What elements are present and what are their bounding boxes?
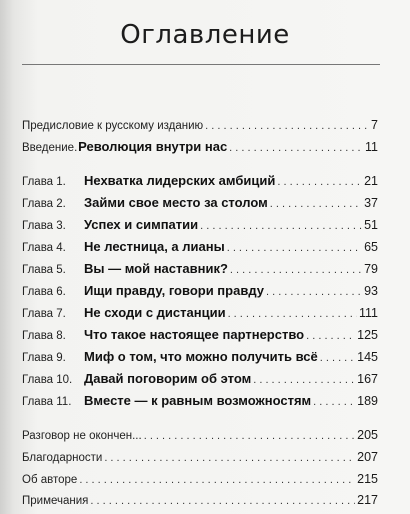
toc-entry-chapter-8 [22, 327, 378, 347]
toc-page-number: 65 [364, 240, 378, 254]
toc-page-number: 51 [364, 218, 378, 232]
chapter-title: Не сходи с дистанции [84, 305, 226, 320]
toc-leader-dots [313, 396, 355, 408]
toc-leader-dots [200, 220, 362, 232]
toc-page-number: 79 [364, 262, 378, 276]
toc-page-number: 167 [357, 372, 378, 386]
chapter-title: Вы — мой наставник? [84, 261, 228, 276]
toc-entry-chapter-7 [22, 305, 378, 325]
toc-leader-dots [266, 286, 362, 298]
toc-entry-preface [22, 118, 378, 138]
toc-leader-dots [306, 330, 355, 342]
chapter-number: Глава 11. [22, 396, 72, 408]
toc-entry-chapter-5 [22, 261, 378, 281]
toc-entry-title: Революция внутри нас [78, 139, 228, 154]
toc-entry-chapter-4 [22, 239, 378, 259]
toc-entry-chapter-3 [22, 217, 378, 237]
toc-page-number: 207 [357, 450, 378, 464]
page-title: Оглавление [120, 20, 290, 50]
toc-entry-introduction [22, 139, 378, 159]
toc-leader-dots [229, 142, 363, 154]
toc-leader-dots [104, 452, 355, 464]
toc-entry-chapter-2 [22, 195, 378, 215]
chapter-title: Нехватка лидерских амбиций [84, 173, 276, 188]
toc-leader-dots [320, 352, 355, 364]
chapter-number: Глава 2. [22, 198, 66, 210]
chapter-number: Глава 8. [22, 330, 66, 342]
toc-entry-chapter-6 [22, 283, 378, 303]
chapter-title: Миф о том, что можно получить всё [84, 349, 318, 364]
toc-leader-dots [277, 176, 362, 188]
toc-page-number: 145 [357, 350, 378, 364]
chapter-title: Что такое настоящее партнерство [84, 327, 305, 342]
toc-page-number: 7 [371, 118, 378, 132]
toc-entry-label: Разговор не окончен... [22, 430, 142, 442]
toc-leader-dots [79, 474, 355, 486]
toc-entry-about-author [22, 472, 378, 492]
chapter-number: Глава 7. [22, 308, 66, 320]
toc-entry-label: Введение. [22, 142, 78, 154]
toc-leader-dots [228, 308, 357, 320]
toc-leader-dots [90, 495, 355, 507]
toc-page-number: 215 [357, 472, 378, 486]
chapter-number: Глава 1. [22, 176, 66, 188]
toc-entry-chapter-10 [22, 371, 378, 391]
toc-leader-dots [270, 198, 362, 210]
chapter-title: Вместе — к равным возможностям [84, 393, 312, 408]
chapter-title: Давай поговорим об этом [84, 371, 252, 386]
toc-page-number: 125 [357, 328, 378, 342]
chapter-number: Глава 9. [22, 352, 66, 364]
toc-page-number: 205 [357, 428, 378, 442]
toc-leader-dots [227, 242, 362, 254]
chapter-title: Не лестница, а лианы [84, 239, 225, 254]
toc-leader-dots [205, 120, 369, 132]
toc-page-number: 11 [365, 140, 378, 154]
toc-leader-dots [230, 264, 362, 276]
toc-entry-acknowledgements [22, 450, 378, 470]
toc-entry-label: Предисловие к русскому изданию [22, 120, 204, 132]
chapter-number: Глава 5. [22, 264, 66, 276]
toc-page-number: 217 [357, 493, 378, 507]
toc-page-number: 189 [357, 394, 378, 408]
toc-page-number: 21 [364, 174, 378, 188]
chapter-number: Глава 10. [22, 374, 73, 386]
toc-entry-chapter-9 [22, 349, 378, 369]
chapter-number: Глава 4. [22, 242, 66, 254]
toc-page-number: 93 [364, 284, 378, 298]
toc-entry-label: Благодарности [22, 452, 103, 464]
toc-entry-label: Об авторе [22, 474, 78, 486]
toc-page-number: 37 [364, 196, 378, 210]
chapter-number: Глава 3. [22, 220, 66, 232]
toc-entry-afterword [22, 428, 378, 448]
title-divider [22, 64, 380, 65]
chapter-title: Успех и симпатии [84, 217, 199, 232]
chapter-title: Ищи правду, говори правду [84, 283, 264, 298]
toc-entry-notes [22, 493, 378, 513]
chapter-number: Глава 6. [22, 286, 66, 298]
toc-entry-label: Примечания [22, 495, 89, 507]
toc-leader-dots [144, 430, 355, 442]
toc-entry-chapter-1 [22, 173, 378, 193]
toc-leader-dots [253, 374, 355, 386]
chapter-title: Займи свое место за столом [84, 195, 268, 210]
toc-page-number: 111 [358, 306, 378, 320]
toc-entry-chapter-11 [22, 393, 378, 413]
